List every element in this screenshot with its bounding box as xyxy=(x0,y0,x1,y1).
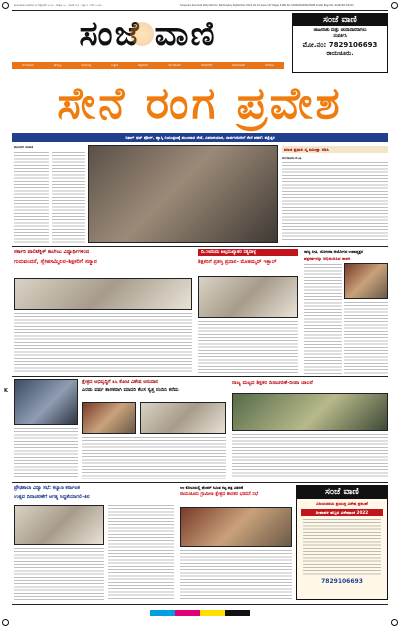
city-6: ಮಂಗಳೂರು xyxy=(168,63,182,67)
story4-kicker: ರಾಜ್ಯ ನೀತಿ, ಯೋಜನಾ ಆಯೋಗದ ಉಪಾಧ್ಯಕ್ಷರ xyxy=(304,249,363,254)
story2-headline: ಗುರುವಂದನೆ, ಸ್ನೇಹಸಮ್ಮಿಲನ-ಶಿಕ್ಷಕರಿಗೆ ಸನ್ಮಾನ xyxy=(14,259,97,265)
registration-mark-bottom-right xyxy=(391,619,398,626)
promo-line-1: ವಿಜಯದಶಮಿ ಪ್ರಯುಕ್ತ ವಿಶೇಷ ಪ್ರಕಟಣೆ xyxy=(316,501,368,506)
story6-photo xyxy=(232,393,388,431)
story7-kicker: ಪ್ರೌಢಶಾಲಾ ವಿದ್ಯಾ ಸಭೆ: ಕಲ್ಯಾಣ ಕರ್ನಾಟಕ xyxy=(14,486,80,491)
left-column-text xyxy=(14,152,49,244)
promo-logo: ಸಂಜೆ ವಾಣಿ xyxy=(297,486,387,499)
promo-box xyxy=(296,485,388,600)
section-rule-2 xyxy=(12,376,388,377)
ad-logo: ಸಂಜೆ ವಾಣಿ xyxy=(293,14,387,26)
story7-text-2 xyxy=(14,548,104,600)
story7-photo xyxy=(14,505,104,545)
city-5: ಚಿತ್ರದುರ್ಗ xyxy=(138,63,149,67)
story4-headline: ಪತ್ರಕರ್ತರನ್ನು ಅಭಿನಂದಿಸಿದ ಶಾಸಕ xyxy=(304,256,350,261)
city-2: ಹುಬ್ಬಳ್ಳಿ xyxy=(53,63,62,67)
ad-city: ರಾಯಚೂರು. xyxy=(326,50,354,57)
ad-line-2: ಸಂಪರ್ಕಿಸಿ xyxy=(333,34,347,39)
right-column-kicker: ಮಾಜಿ ಪ್ರಧಾನಿ ಸ್ಮ ಸಮೀಕ್ಷಾ ನಡಿಸಿ xyxy=(282,146,388,153)
story4-text-2 xyxy=(344,302,388,374)
promo-line-2: ದೀಪಾವಳಿ ಹಬ್ಬದ ವಿಶೇಷಾಂಕ 2022 xyxy=(301,509,383,516)
promo-phone: 7829106693 xyxy=(321,578,363,585)
story5-text-left xyxy=(14,428,78,478)
story5-photo xyxy=(82,402,136,434)
story5-photo-left xyxy=(14,379,78,425)
story4-text xyxy=(304,264,342,374)
promo-text xyxy=(303,519,381,575)
color-swatch-yellow xyxy=(200,610,225,616)
ad-phone: ಮೋ.ನಂ: 7829106693 xyxy=(302,41,378,49)
registration-mark-top-right xyxy=(391,2,398,9)
registration-mark-top-left xyxy=(2,2,9,9)
story2-text xyxy=(14,313,192,373)
subscription-ad-box xyxy=(292,13,388,73)
color-swatch-black xyxy=(225,610,250,616)
main-photo xyxy=(88,145,278,243)
story5-text xyxy=(82,437,226,479)
story8-headline: ರಾಯಚೂರು ಗ್ರಾಮೀಣ ಕ್ಷೇತ್ರದ ಶಾಸಕರ ಭರವಸೆ ಸಭೆ xyxy=(180,492,259,497)
main-subheadline: ನಿತಾಗ್ ಥಟ್ ಫೋನ್, ಹ್ಯಾಸ್ಕಿ ನಿಯಂತ್ರಣಕ್ಕೆ ಮುಂದಾದ ಸೇನೆ, ವಿಮಾನಯಾನ, ಸಾರ್ವಜನಿಕರಿಗೆ ಸೇನೆ ಪಹರೆ: ಕಟ್ಟೆಚ್ಚರ xyxy=(12,133,388,142)
registration-mark-bottom-left xyxy=(2,619,9,626)
color-bar xyxy=(150,610,250,616)
story8-text xyxy=(180,550,292,600)
story6-headline: ರಾಜ್ಯ ಮಟ್ಟದ ಶಿಕ್ಷಕರ ದಿನಾಚರಣೆ-ದೀಪಾ ಚಾಲನೆ xyxy=(232,380,313,386)
story5-photo-2 xyxy=(140,402,226,434)
city-7: ದಾವಣಗೆರೆ xyxy=(200,63,213,67)
story6-text xyxy=(232,434,388,479)
ad-line-1: ಜಾಹೀರಾತು ಮತ್ತು ಚಂದಾದಾರರಾಗಲು xyxy=(313,28,367,33)
section-rule-1 xyxy=(12,246,388,247)
story7-headline: ಉತ್ಸವ ದಿನಾಚರಣೆಗೆ ಅಗತ್ಯ ಸಿದ್ಧತೆಯಾಗಲಿ-ತಿನ xyxy=(14,494,90,500)
city-9: ಬೆಳಗಾವಿ xyxy=(265,63,274,67)
color-swatch-cyan xyxy=(150,610,175,616)
story3-kicker: ದಿ.೧೮ರಂದು ಅಲ್ಪಸಂಖ್ಯಾತರ ಸತ್ಯದಾಳ್ಳ xyxy=(198,249,298,256)
main-headline: ಸೇನೆ ರಂಗ ಪ್ರವೇಶ xyxy=(57,78,343,129)
masthead xyxy=(12,12,284,62)
masthead-title: ಸಂಜೆ ವಾಣಿ xyxy=(79,14,217,54)
masthead-sun-icon xyxy=(130,22,154,46)
story2-photo xyxy=(14,278,192,310)
story5-kicker: ಕ್ಷೇತ್ರದ ಅಭಿವೃದ್ಧಿಗೆ ೩೬ ಕೋಟಿ ವಿಶೇಷ ಅನುದಾನ xyxy=(82,380,158,385)
right-column-byline: ಬೆಂಗಳೂರು.ಸೆ.೨೭ xyxy=(282,156,302,160)
story2-kicker: ಸರ್ಕಾರಿ ಪಾಲಿಟೆಕ್ನಿಕ್ ಕಾಲೇಜು ವಿದ್ಯಾರ್ಥಿಗಳಿಂದ xyxy=(14,249,90,255)
date-strip-left: ರಾಯಚೂರು ಬುಧವಾರ ೨೮ ಸೆಪ್ಟೆಂಬರ್ ೨೦೨೨ : ಸಂಪುಟ ೧೬ : ಸಂಚಿಕೆ ೧೪೭ : ಪುಟ ೮ : ಬೆಲೆ ೦೨ ರೂ xyxy=(14,4,102,7)
date-strip-right: Sanjevani Kannada Daily Raichur Wednesday September 2022 Vol 16 Issue 147 Pages 8 RNI No. KARKAN/2006/29484 Postal Regd No. KA/RCR/13/2014 xyxy=(180,4,354,7)
city-3: ಶಿವಮೊಗ್ಗ xyxy=(81,63,92,67)
story3-photo xyxy=(198,276,298,318)
city-1: ಬೆಂಗಳೂರು xyxy=(22,63,34,67)
right-column-text xyxy=(282,162,388,242)
left-column-text-2 xyxy=(52,152,85,244)
left-column-byline: ಕಲಬುರಗಿ ಮಹಾಕ xyxy=(14,145,34,149)
story8-photo xyxy=(180,507,292,547)
bottom-mark: K xyxy=(4,388,8,394)
story5-headline: ಎರಡು ವರ್ಷ ಶಾಸಕರಾಗಿ ಮಾದರಿ ಕೆಲಸ ಸ್ವತ್ತ ನಂದಿನಿ ಕರೆಮ xyxy=(82,387,179,393)
story8-kicker: ೪೮ ಕೋಟಿಯಲ್ಲಿ ಫೆಂಡರ್ ನಿಮಿತ ಕಟ್ಟ ಪತ್ರ ವಿತರಣೆ xyxy=(180,485,243,490)
story4-photo xyxy=(344,263,388,299)
color-swatch-magenta xyxy=(175,610,200,616)
story3-headline: ಶಿಕ್ಷಕರಿಗೆ ಪ್ರಶಸ್ತಿ ಪ್ರದಾನ- ಮೊಹಮ್ಮದ್ ಇಕ್ಬಾಲ್ xyxy=(198,259,277,265)
city-bar xyxy=(12,62,284,69)
city-4: ಬಳ್ಳಾರಿ xyxy=(111,63,119,67)
city-8: ರಾಯಚೂರು xyxy=(231,63,246,67)
top-rule xyxy=(12,10,388,11)
story7-text xyxy=(108,505,174,600)
bottom-rule xyxy=(12,604,388,605)
story3-text xyxy=(198,321,298,373)
section-rule-3 xyxy=(12,482,388,483)
